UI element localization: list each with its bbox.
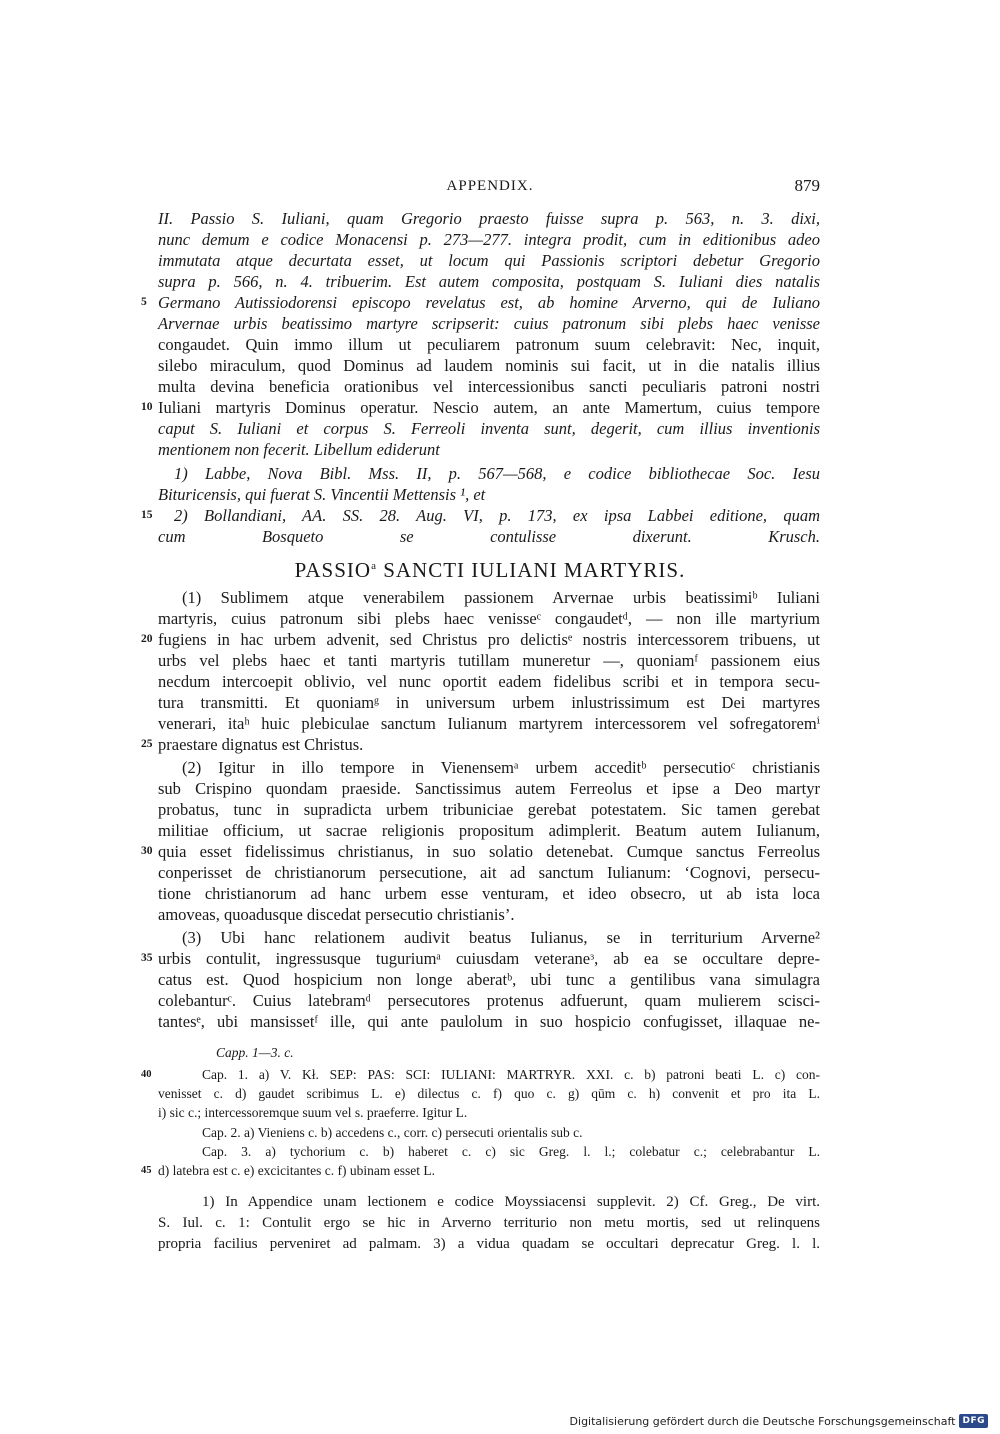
- footer-credit-text: Digitalisierung gefördert durch die Deutsche Forschungsgemeinschaft: [569, 1414, 956, 1428]
- apparatus-line: Cap. 3. a) tychorium c. b) haberet c. c) sic Greg. l. l.; colebatur c.; celebrabantur L.: [202, 1144, 820, 1159]
- text-line: probatus, tunc in supradicta urbem tribuniciae gerebat potestatem. Sic tamen gerebat: [158, 800, 820, 819]
- text-line: caput S. Iuliani et corpus S. Ferreoli inventa sunt, degerit, cum illius inventionis: [158, 419, 820, 438]
- text-line: colebanturᶜ. Cuius latebramᵈ persecutores protenus adfuerunt, quam mulierem scisci-: [158, 991, 820, 1010]
- text-line: militiae officium, ut sacrae religionis propositum adimplerit. Beatum autem Iulianum,: [158, 821, 820, 840]
- text-line: conperisset de christianorum persecutione, ait ad sanctum Iulianum: ‘Cognovi, persecu-: [158, 863, 820, 882]
- text-line: Germano Autissiodorensi episcopo revelatus est, ab homine Arverno, qui de Iuliano: [158, 293, 820, 312]
- footer-credit: [570, 1414, 988, 1428]
- text-line: necdum intercoepit oblivio, vel nunc oportit eadem fidelibus scribi et in tempora secu-: [158, 672, 820, 691]
- text-line: tione christianorum ad hanc urbem esse venturam, et ideo obsecro, ut ab ista loca: [158, 884, 820, 903]
- line-number: 10: [141, 401, 153, 413]
- text-line: urbis contulit, ingressusque tuguriumᵃ cuiusdam veteraneᵌ, ab ea se occultare depre-: [158, 949, 820, 968]
- text-line: praestare dignatus est Christus.: [158, 735, 364, 754]
- running-head: [160, 176, 820, 198]
- text-line: multa devina beneficia orationibus vel intercessionibus sancti peculiaris patroni nostri: [158, 377, 820, 396]
- text-line: amoveas, quoadusque discedat persecutio christianis’.: [158, 905, 515, 924]
- apparatus-line: Cap. 2. a) Vieniens c. b) accedens c., corr. c) persecuti orientalis sub c.: [202, 1125, 583, 1140]
- text-line: immutata atque decurtata esset, ut locum qui Passionis scriptori debetur Gregorio: [158, 251, 820, 270]
- text-line: (3) Ubi hanc relationem audivit beatus Iulianus, se in territurium Arverne²: [182, 928, 820, 947]
- text-line: martyris, cuius patronum sibi plebs haec venisseᶜ congaudetᵈ, — non ille martyrium: [158, 609, 820, 628]
- text-line: cum Bosqueto se contulisse dixerunt. Krusch.: [158, 527, 820, 546]
- footnote-line: S. Iul. c. 1: Contulit ergo se hic in Arverno territurio non metu mortis, sed ut relinquens: [158, 1215, 820, 1231]
- apparatus-line: d) latebra est c. e) excicitantes c. f) ubinam esset L.: [158, 1163, 436, 1178]
- text-line: II. Passio S. Iuliani, quam Gregorio praesto fuisse supra p. 563, n. 3. dixi,: [158, 209, 820, 228]
- text-line: congaudet. Quin immo illum ut peculiarem patronum suum celebravit: Nec, inquit,: [158, 335, 820, 354]
- text-line: quia esset fidelissimus christianus, in suo solatio detenebat. Cumque sanctus Ferreolus: [158, 842, 820, 861]
- text-line: sub Crispino quondam praeside. Sanctissimus autem Ferreolus et ipse a Deo martyr: [158, 779, 820, 798]
- line-number: 30: [141, 845, 153, 857]
- footnote-line: propria facilius perveniret ad palmam. 3) a vidua quadam se occultari deprecatur Greg. l. l.: [158, 1236, 820, 1252]
- section-title-rest: SANCTI IULIANI MARTYRIS.: [376, 558, 686, 582]
- text-line: (1) Sublimem atque venerabilem passionem Arvernae urbis beatissimiᵇ Iuliani: [182, 588, 820, 607]
- line-number: 15: [141, 509, 153, 521]
- text-line: Bituricensis, qui fuerat S. Vincentii Mettensis ¹, et: [158, 485, 486, 504]
- text-line: Arvernae urbis beatissimo martyre scripserit: cuius patronum sibi plebs haec venisse: [158, 314, 820, 333]
- line-number: 20: [141, 633, 153, 645]
- text-line: silebo miraculum, quod Dominus ad laudem nominis sui facit, ut in die natalis illius: [158, 356, 820, 375]
- text-line: fugiens in hac urbem advenit, sed Christus pro delictisᵉ nostris intercessorem tribuens, ut: [158, 630, 820, 649]
- section-title-text: PASSIO: [294, 558, 372, 582]
- footnote-line: 1) In Appendice unam lectionem e codice Moyssiacensi supplevit. 2) Cf. Greg., De virt.: [202, 1194, 820, 1210]
- text-line: Iuliani martyris Dominus operatur. Nescio autem, an ante Mamertum, cuius tempore: [158, 398, 820, 417]
- text-line: 2) Bollandiani, AA. SS. 28. Aug. VI, p. 173, ex ipsa Labbei editione, quam: [174, 506, 820, 525]
- text-line: nunc demum e codice Monacensi p. 273—277. integra prodit, cum in editionibus adeo: [158, 230, 820, 249]
- section-title-mark: a: [371, 560, 377, 572]
- text-line: 1) Labbe, Nova Bibl. Mss. II, p. 567—568, e codice bibliothecae Soc. Iesu: [174, 464, 820, 483]
- dfg-logo: DFG: [959, 1414, 988, 1428]
- text-line: (2) Igitur in illo tempore in Vienensemᵃ urbem acceditᵇ persecutioᶜ christianis: [182, 758, 820, 777]
- apparatus-line: i) sic c.; intercessoremque suum vel s. praeferre. Igitur L.: [158, 1105, 468, 1120]
- line-number: 25: [141, 738, 153, 750]
- running-title: APPENDIX.: [446, 178, 534, 194]
- page-number: 879: [794, 176, 820, 195]
- apparatus-line: venisset c. d) gaudet scribimus L. e) dilectus c. f) quo c. g) qūm c. h) convenit et pro ita L.: [158, 1086, 820, 1101]
- text-line: urbs vel plebs haec et tanti martyris tutillam muneretur —, quoniamᶠ passionem eius: [158, 651, 820, 670]
- apparatus-line: Cap. 1. a) V. Kł. SEP: PAS: SCI: IULIANI: MARTRYR. XXI. c. b) patroni beati L. c) con-: [202, 1067, 820, 1082]
- line-number: 40: [141, 1069, 152, 1080]
- text-line: catus est. Quod hospicium non longe aberatᵇ, ubi tunc a gentilibus vana simulagra: [158, 970, 820, 989]
- text-line: tura transmitti. Et quoniamᵍ in universum urbem inlustrissimum est Dei martyres: [158, 693, 820, 712]
- text-line: supra p. 566, n. 4. tribuerim. Est autem composita, postquam S. Iuliani dies natalis: [158, 272, 820, 291]
- text-line: venerari, itaʰ huic plebiculae sanctum Iulianum martyrem intercessorem vel sofregatoremⁱ: [158, 714, 820, 733]
- section-title: [160, 558, 820, 583]
- line-number: 35: [141, 952, 153, 964]
- text-line: mentionem non fecerit. Libellum ediderunt: [158, 440, 440, 459]
- text-line: tantesᵉ, ubi mansissetᶠ ille, qui ante paulolum in suo hospicio confugisset, illaquae ne-: [158, 1012, 820, 1031]
- apparatus-line: Capp. 1—3. c.: [216, 1045, 294, 1060]
- line-number: 45: [141, 1165, 152, 1176]
- line-number: 5: [141, 296, 147, 308]
